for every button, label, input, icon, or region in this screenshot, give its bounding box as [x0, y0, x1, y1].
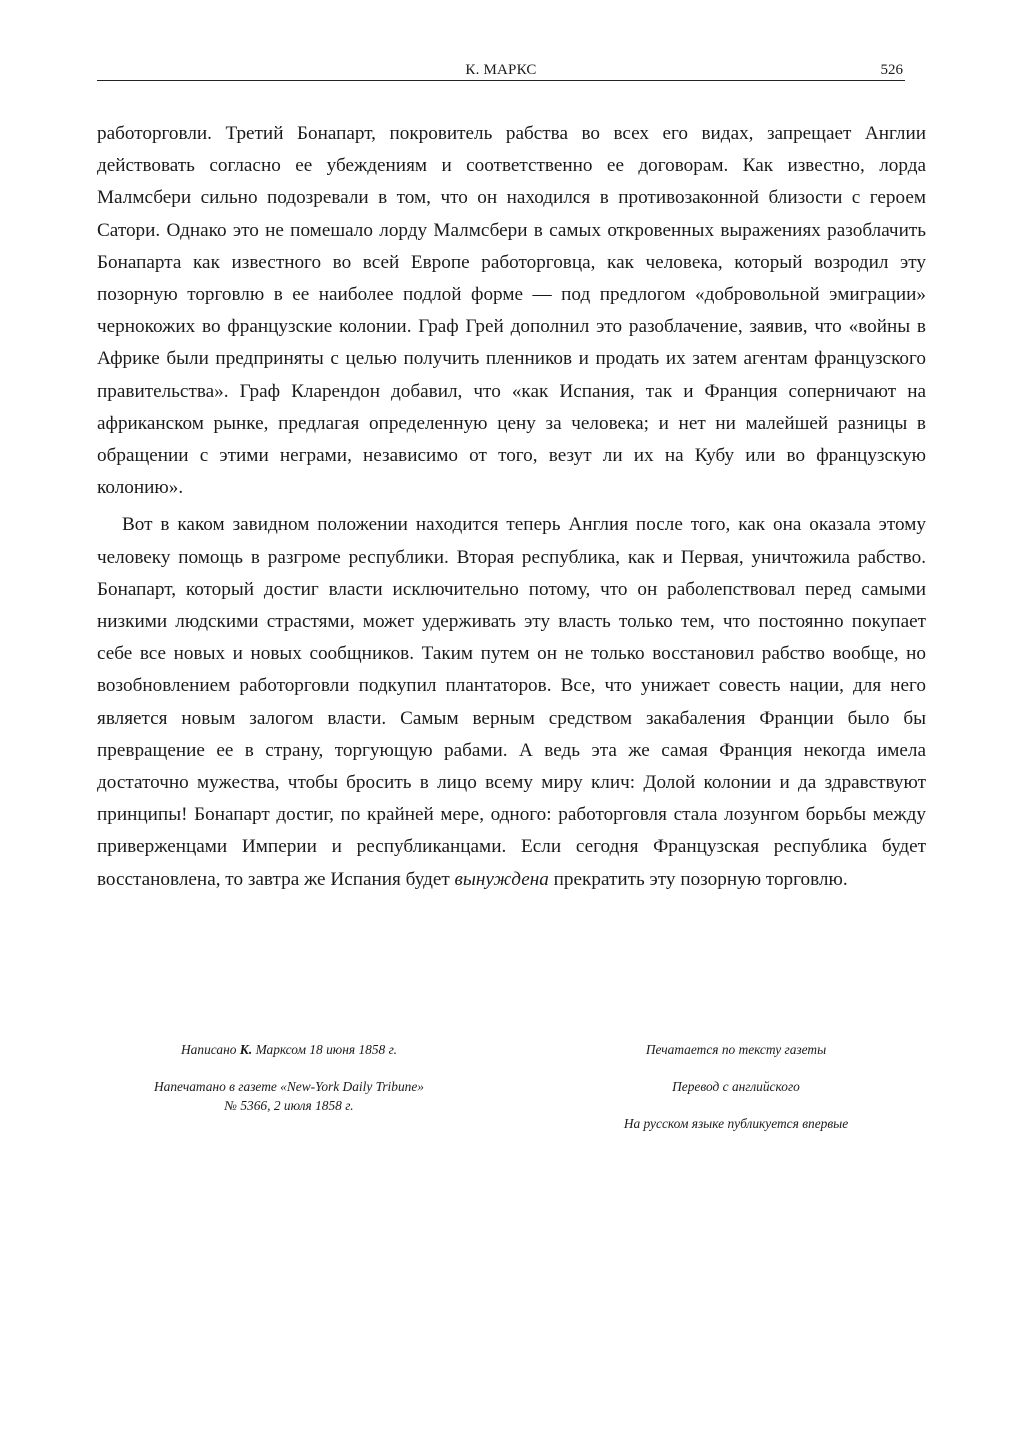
paragraph: работорговли. Третий Бонапарт, покровитель рабства во всех его видах, запрещает Англии действовать согласно ее убеждениям и соответственно ее договорам. Как известно, лорда Малмсбери сильно подозревали в том, что он находился в противозаконной близости с героем Сатори. Однако это не помешало лорду Малмсбери в самых откровенных выражениях разоблачить Бонапарта как известного во всей Европе работорговца, как человека, который возродил эту позорную торговлю в ее наиболее подлой форме — под предлогом «добровольной эмиграции» чернокожих во французские колонии. Граф Грей дополнил это разоблачение, заявив, что «войны в Африке были предприняты с целью получить пленников и продать их затем агентам французского правительства». Граф Кларендон добавил, что «как Испания, так и Франция соперничают на африканском рынке, предлагая определенную цену за человека; и нет ни малейшей разницы в обращении с этими неграми, независимо от того, везут ли их на Кубу или во французскую колонию».: [97, 123, 926, 499]
emphasized-word: вынуждена: [454, 868, 549, 890]
written-note: [97, 1040, 481, 1059]
running-header: [97, 60, 905, 81]
paragraph: [97, 509, 926, 895]
written-author: К.: [239, 1042, 253, 1057]
paragraph-text: Вот в каком завидном положении находится теперь Англия после того, как она оказала этому человеку помощь в разгроме республики. Вторая республика, как и Первая, уничтожила рабство. Бонапарт, который достиг власти исключительно потому, что он раболепствовал перед самыми низкими людскими страстями, может удерживать эту власть только тем, что постоянно покупает себе все новых и новых сообщников. Таким путем он не только восстановил рабство вообще, но возобновлением работорговли подкупил плантаторов. Все, что унижает совесть нации, для него является новым залогом власти. Самым верным средством закабаления Франции было бы превращение ее в страну, торгующую рабами. А ведь эта же самая Франция некогда имела достаточно мужества, чтобы бросить в лицо всему миру клич: Долой колонии и да здравствуют принципы! Бонапарт достиг, по крайней мере, одного: работорговля стала лозунгом борьбы между приверженцами Империи и республиканцами. Если сегодня Французская республика будет восстановлена, то завтра же Испания будет: [97, 514, 926, 890]
page-number: 526: [880, 62, 903, 78]
colophon-publication-info: [97, 1040, 481, 1115]
first-publication-note: На русском языке публикуется впервые: [623, 1116, 849, 1131]
published-note-line-1: Напечатано в газете «New-York Daily Tribune»: [154, 1079, 424, 1094]
published-note-line-2: № 5366, 2 июля 1858 г.: [224, 1098, 354, 1113]
translation-note: Перевод с английского: [672, 1079, 800, 1094]
running-header-title: К. МАРКС: [465, 62, 537, 78]
written-suffix: Марксом 18 июня 1858 г.: [255, 1042, 397, 1057]
body-text: [97, 118, 926, 896]
source-note: Печатается по тексту газеты: [645, 1042, 827, 1057]
written-prefix: Написано: [181, 1042, 237, 1057]
paragraph-text: прекратить эту позорную торговлю.: [553, 868, 848, 890]
colophon-source-info: [536, 1040, 936, 1133]
